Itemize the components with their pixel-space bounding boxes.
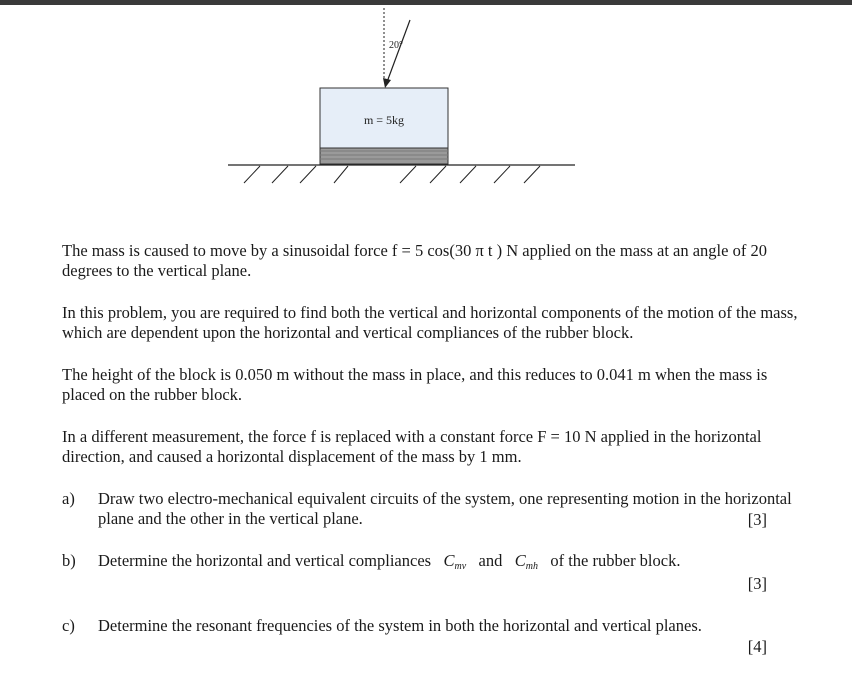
paragraph-block-height: The height of the block is 0.050 m without the mass in place, and this reduces to 0.041 m when the mass is placed on the rubber block. (62, 365, 768, 404)
question-c-text: Determine the resonant frequencies of the system in both the horizontal and vertical planes. (98, 616, 702, 635)
question-a-label: a) (62, 489, 75, 508)
force-arrowhead (383, 78, 391, 88)
question-c-marks: [4] (747, 637, 767, 656)
question-b-label: b) (62, 551, 76, 570)
paragraph-constant-force: In a different measurement, the force f is replaced with a constant force F = 10 N applied in the horizontal direction, and caused a horizontal displacement of the mass by 1 mm. (62, 427, 762, 466)
question-c-label: c) (62, 616, 75, 635)
mass-block-figure (0, 0, 852, 200)
force-arrow (387, 20, 410, 82)
compliance-cmh-symbol: $C_{mh}$ (514, 551, 538, 572)
question-a-text: Draw two electro-mechanical equivalent circuits of the system, one representing motion in the horizontal plane and the other in the vertical plane. (98, 489, 792, 528)
paragraph-problem-statement: In this problem, you are required to find both the vertical and horizontal components of the motion of the mass, which are dependent upon the horizontal and vertical compliances of the rubber block. (62, 303, 798, 342)
question-b-text-before: Determine the horizontal and vertical compliances (98, 551, 432, 570)
mass-label: m = 5kg (363, 113, 405, 127)
ground-hatching (244, 166, 540, 183)
question-a-marks: [3] (747, 510, 767, 529)
compliance-cmv-symbol: $C_{mv}$ (443, 551, 467, 572)
question-b-connector: and (478, 551, 503, 570)
question-b-marks: [3] (747, 574, 767, 593)
question-b-text (98, 551, 798, 577)
paragraph-force-description: The mass is caused to move by a sinusoidal force f = 5 cos(30 π t ) N applied on the mass at an angle of 20 degrees to the vertical plane. (62, 241, 767, 280)
question-b-text-after: of the rubber block. (550, 551, 681, 570)
angle-label: 20° (389, 40, 403, 51)
rubber-block (320, 148, 448, 164)
